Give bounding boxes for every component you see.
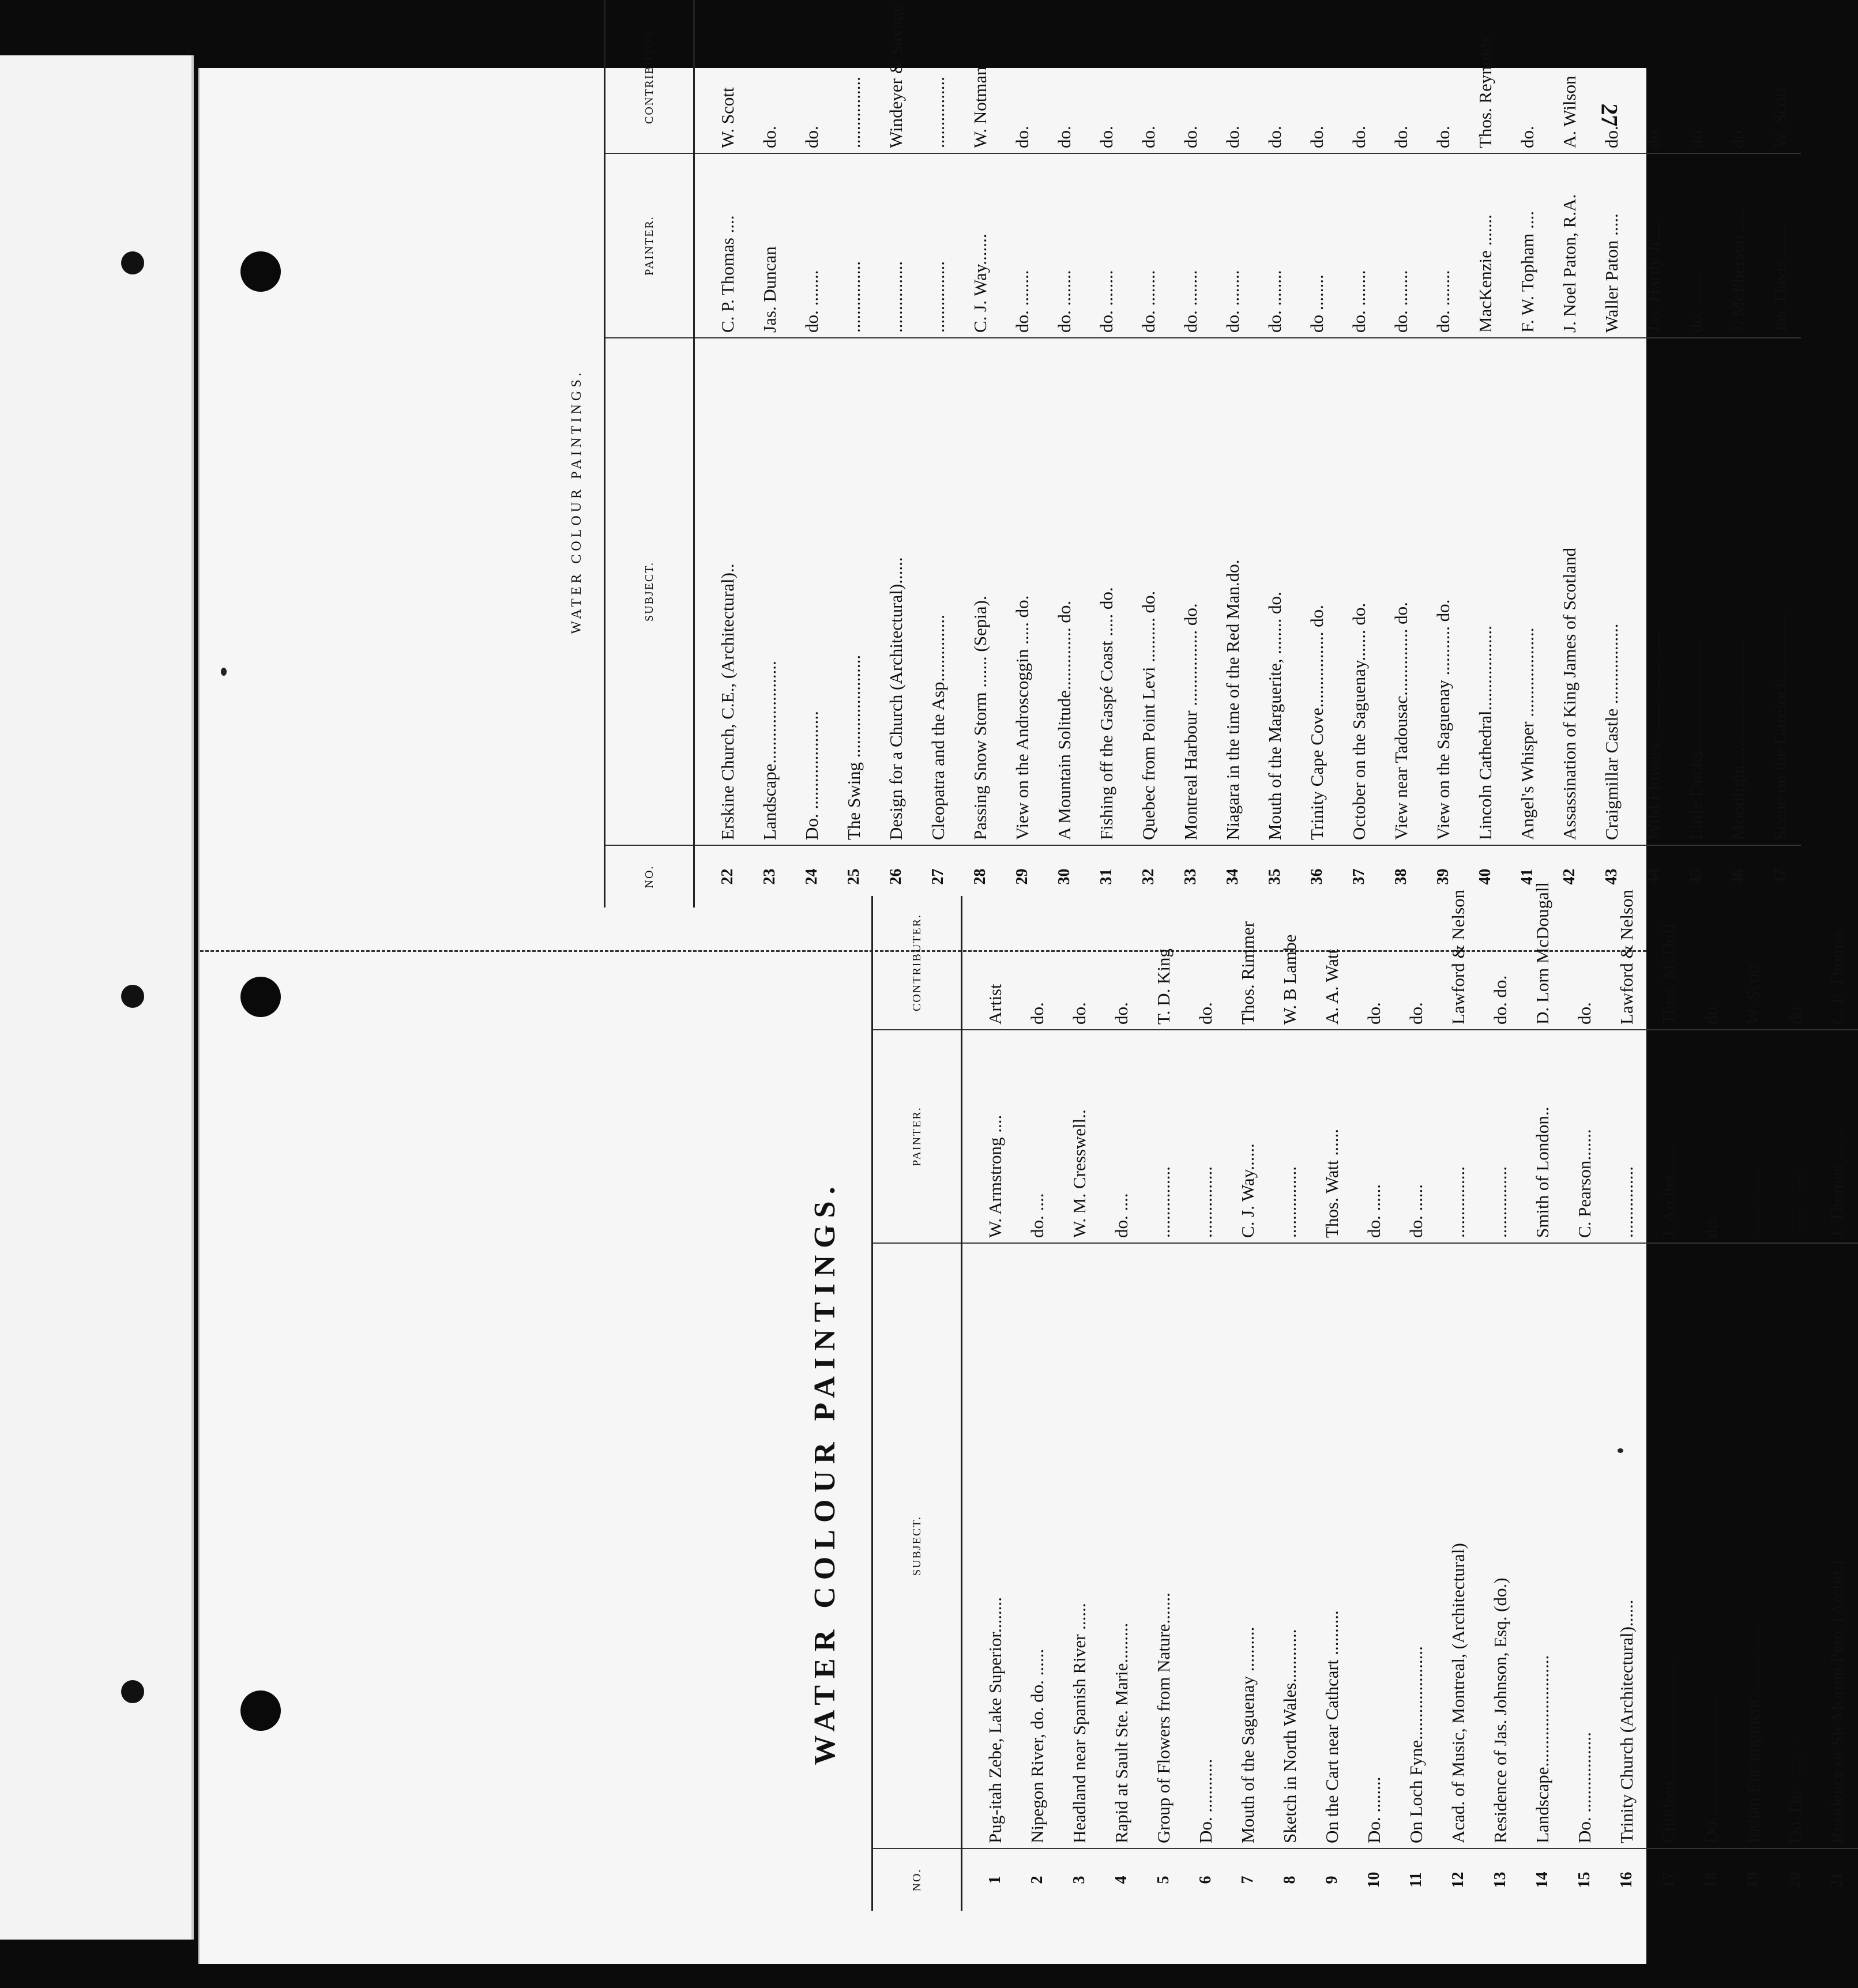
painter-cell: J. Noel Paton, R.A. xyxy=(1548,153,1590,338)
painter-cell: ................ xyxy=(1437,1030,1479,1243)
subject-cell: Residence of Jas. Johnson, Esq. (do.) xyxy=(1479,1243,1521,1848)
subject-cell: On Loch Fyne..................... xyxy=(1395,1243,1437,1848)
entry-number: 45 xyxy=(1686,868,1705,885)
entry-number: 11 xyxy=(1406,1872,1425,1888)
table-header-row xyxy=(605,0,694,908)
subject-cell: Craigmillar Castle .................. xyxy=(1590,338,1633,845)
contributor-cell: Lawford & Nelson xyxy=(1605,896,1648,1030)
table-row xyxy=(1521,896,1563,1911)
subject-cell: Little Ducks......................... xyxy=(1675,338,1717,845)
page-number: 27 xyxy=(1596,103,1623,127)
table-row xyxy=(1353,896,1395,1911)
column-header-subject: SUBJECT. xyxy=(605,338,694,845)
contributor-cell: do. xyxy=(1717,0,1759,153)
contributor-cell: Artist xyxy=(962,896,1017,1030)
column-header-contributor: CONTRIBUTER. xyxy=(872,896,962,1030)
contributor-cell: do. xyxy=(1127,0,1169,153)
table-row xyxy=(1506,0,1548,908)
entry-number: 24 xyxy=(802,868,821,885)
contributor-cell: do. xyxy=(1254,0,1296,153)
table-row xyxy=(1732,896,1774,1911)
entry-number: 38 xyxy=(1391,868,1410,885)
contributor-cell: D. Lorn McDougall xyxy=(1521,896,1563,1030)
painter-cell: ................ xyxy=(1732,1030,1774,1243)
contributor-cell: do. xyxy=(1422,0,1464,153)
contributor-cell: do. xyxy=(1100,896,1142,1030)
subject-cell: Moonlight............................ xyxy=(1717,338,1759,845)
table-row xyxy=(1479,896,1521,1911)
painter-cell: MacKenzie ....... xyxy=(1464,153,1506,338)
punch-hole xyxy=(240,977,281,1017)
entry-number: 43 xyxy=(1602,868,1620,885)
table-row xyxy=(1422,0,1464,908)
page-title: WATER COLOUR PAINTINGS. xyxy=(808,1180,841,1765)
entry-number: 27 xyxy=(928,868,947,885)
entry-number: 29 xyxy=(1013,868,1031,885)
table-row xyxy=(1269,896,1311,1911)
table-row xyxy=(1296,0,1338,908)
entry-number: 41 xyxy=(1518,868,1536,885)
table-row xyxy=(1605,896,1648,1911)
table-row xyxy=(1001,0,1043,908)
painter-cell: Jas. Hardy Jr..... xyxy=(1633,153,1675,338)
painter-cell: do. ........ xyxy=(1380,153,1422,338)
entry-number: 31 xyxy=(1097,868,1115,885)
contributor-cell: T. D. King xyxy=(1142,896,1184,1030)
entry-number: 25 xyxy=(844,868,863,885)
painter-cell: do. ........ xyxy=(1254,153,1296,338)
contributor-cell: Lawford & Nelson xyxy=(1437,896,1479,1030)
entry-number: 1 xyxy=(986,1876,1004,1884)
entry-number: 20 xyxy=(1785,1872,1804,1888)
table-row xyxy=(1043,0,1085,908)
contributor-cell: ................ xyxy=(917,0,959,153)
contributor-cell: Thos. McDuff xyxy=(1648,896,1690,1030)
subject-cell: Do. ...................... xyxy=(791,338,833,845)
painter-cell: ................ xyxy=(1605,1030,1648,1243)
contributor-cell: W. Scott xyxy=(1732,896,1774,1030)
subject-cell: October on the Saguenay....... do. xyxy=(1338,338,1380,845)
subject-cell: On the Cart near Cathcart .......... xyxy=(1311,1243,1353,1848)
entry-number: 26 xyxy=(886,868,905,885)
contributor-cell: W. Scott xyxy=(1759,0,1801,153)
subject-cell: Do. .......................... xyxy=(1690,1243,1732,1848)
table-row xyxy=(1759,0,1801,908)
contributor-cell: do. xyxy=(1690,896,1732,1030)
table-row xyxy=(1254,0,1296,908)
painter-cell: do. xyxy=(1690,1030,1732,1243)
painter-cell: do. ........ xyxy=(791,153,833,338)
subject-cell: Fishing off the Gaspé Coast ..... do. xyxy=(1085,338,1127,845)
catalogue-block-top xyxy=(569,3,1790,908)
painter-cell: ................ xyxy=(1184,1030,1227,1243)
contributor-cell: do. xyxy=(1016,896,1058,1030)
punch-hole xyxy=(121,251,144,274)
section-heading: WATER COLOUR PAINTINGS. xyxy=(569,369,584,634)
contributor-cell: do. xyxy=(1296,0,1338,153)
contributor-cell: do. xyxy=(1184,896,1227,1030)
painter-cell: Smith of London.. xyxy=(1521,1030,1563,1243)
painter-cell: do. .... xyxy=(1100,1030,1142,1243)
subject-cell: Do. Do. ........... xyxy=(1774,1243,1816,1848)
contributor-cell: Windeyer & Savage xyxy=(875,0,917,153)
subject-cell: View on the Androscoggin ..... do. xyxy=(1001,338,1043,845)
table-row xyxy=(1563,896,1605,1911)
contributor-cell: do. do. xyxy=(1479,896,1521,1030)
contributor-cell: Thos. Rimmer xyxy=(1227,896,1269,1030)
painter-cell: do. ........ xyxy=(1338,153,1380,338)
painter-cell: do. .... xyxy=(1016,1030,1058,1243)
table-row xyxy=(1127,0,1169,908)
entry-number: 9 xyxy=(1322,1876,1341,1884)
painter-cell: C. J. Way...... xyxy=(1227,1030,1269,1243)
column-header-painter: PAINTER. xyxy=(872,1030,962,1243)
painter-cell: Thos. Watt ...... xyxy=(1311,1030,1353,1243)
table-row xyxy=(1100,896,1142,1911)
contributor-cell: do. xyxy=(1675,0,1717,153)
table-row xyxy=(962,896,1017,1911)
table-row xyxy=(1437,896,1479,1911)
entry-number: 7 xyxy=(1238,1876,1257,1884)
entry-number: 21 xyxy=(1827,1872,1846,1888)
subject-cell: Design for a Church (Architectural)...... xyxy=(875,338,917,845)
painter-cell: J. Thomas ....... xyxy=(1816,1030,1858,1243)
table-row xyxy=(1464,0,1506,908)
subject-cell: Erskine Church, C.E., (Architectural).. xyxy=(694,338,749,845)
painter-cell: do. ........ xyxy=(1085,153,1127,338)
subject-cell: Nipegon River, do. do. ...... xyxy=(1016,1243,1058,1848)
entry-number: 23 xyxy=(760,868,778,885)
entry-number: 40 xyxy=(1476,868,1494,885)
painter-cell: W. Armstrong .... xyxy=(962,1030,1017,1243)
painter-cell: Jas. Duncan xyxy=(749,153,791,338)
punch-hole xyxy=(121,1680,144,1703)
subject-cell: Assassination of King James of Scotland xyxy=(1548,338,1590,845)
table-row xyxy=(1184,896,1227,1911)
entry-number: 14 xyxy=(1533,1872,1551,1888)
subject-cell: Do. ............ xyxy=(1184,1243,1227,1848)
entry-number: 34 xyxy=(1223,868,1242,885)
contributor-cell: do. xyxy=(1774,896,1816,1030)
entry-number: 33 xyxy=(1181,868,1199,885)
subject-cell: Acad. of Music, Montreal, (Architectural) xyxy=(1437,1243,1479,1848)
table-row xyxy=(1395,896,1437,1911)
entry-number: 22 xyxy=(718,868,736,885)
subject-cell: Landscape......................... xyxy=(1521,1243,1563,1848)
table-body xyxy=(962,882,1858,1911)
subject-cell: Mouth of the Saguenay .......... xyxy=(1227,1243,1269,1848)
painter-cell: C. J. Way....... xyxy=(959,153,1001,338)
subject-cell: Mouth of the Marguerite, ........ do. xyxy=(1254,338,1296,845)
contributor-cell: do. xyxy=(1353,896,1395,1030)
table-row xyxy=(1774,896,1816,1911)
subject-cell: Montreal Harbour ................. do. xyxy=(1169,338,1212,845)
contributor-cell: do. xyxy=(1590,0,1633,153)
table-header-row xyxy=(872,896,962,1911)
catalogue-page xyxy=(198,3,1847,1964)
painter-cell: do. ........ xyxy=(1001,153,1043,338)
entry-number: 46 xyxy=(1728,868,1747,885)
table-row xyxy=(694,0,749,908)
painter-cell: C. P. Thomas .... xyxy=(694,153,749,338)
punch-hole xyxy=(240,251,281,292)
entry-number: 47 xyxy=(1770,868,1789,885)
contributor-cell: do. xyxy=(1633,0,1675,153)
painter-cell: ................ xyxy=(1269,1030,1311,1243)
subject-cell: Angel's Whisper .................... xyxy=(1506,338,1548,845)
painter-cell: do. ........ xyxy=(1675,153,1717,338)
painter-cell: ................ xyxy=(875,153,917,338)
contributor-cell: do. xyxy=(1001,0,1043,153)
subject-cell: A Mountain Solitude.............. do. xyxy=(1043,338,1085,845)
contributor-cell: do. xyxy=(791,0,833,153)
painter-cell: J. Archer....... xyxy=(1648,1030,1690,1243)
table-row xyxy=(1085,0,1127,908)
table-row xyxy=(1142,896,1184,1911)
subject-cell: Landscape....................... xyxy=(749,338,791,845)
subject-cell: Do. .................. xyxy=(1563,1243,1605,1848)
previous-page-edge xyxy=(0,55,194,1940)
column-header-contributor: CONTRIBUTOR. xyxy=(605,0,694,153)
subject-cell: View on the Saguenay ........... do. xyxy=(1422,338,1464,845)
subject-cell: Cleopatra and the Asp............... xyxy=(917,338,959,845)
entry-number: 28 xyxy=(971,868,989,885)
table-row xyxy=(749,0,791,908)
entry-number: 3 xyxy=(1070,1876,1088,1884)
subject-cell: Pug-itah Zebe, Lake Superior........ xyxy=(962,1243,1017,1848)
painter-cell: do. ........ xyxy=(1043,153,1085,338)
entry-number: 42 xyxy=(1560,868,1578,885)
catalogue-table xyxy=(871,882,1858,1911)
contributor-cell: A. A. Watt xyxy=(1311,896,1353,1030)
painter-cell: J. McPherson ..... xyxy=(1717,153,1759,338)
entry-number: 13 xyxy=(1491,1872,1509,1888)
painter-cell: F. W. Topham .... xyxy=(1506,153,1548,338)
entry-number: 5 xyxy=(1154,1876,1172,1884)
entry-number: 6 xyxy=(1196,1876,1214,1884)
subject-cell: Scene on the Gareloch............... xyxy=(1759,338,1801,845)
table-row xyxy=(1058,896,1100,1911)
painter-cell: C. Pearson....... xyxy=(1563,1030,1605,1243)
contributor-cell: ................ xyxy=(833,0,875,153)
subject-cell: Trinity Church (Architectural)...... xyxy=(1605,1243,1648,1848)
entry-number: 15 xyxy=(1575,1872,1593,1888)
entry-number: 18 xyxy=(1701,1872,1720,1888)
entry-number: 30 xyxy=(1055,868,1073,885)
painter-cell: do. ...... xyxy=(1395,1030,1437,1243)
painter-cell: ................ xyxy=(833,153,875,338)
contributor-cell: C. P. Thomas xyxy=(1816,896,1858,1030)
table-row xyxy=(791,0,833,908)
painter-cell: do. ........ xyxy=(1422,153,1464,338)
table-row xyxy=(1380,0,1422,908)
entry-number: 19 xyxy=(1743,1872,1762,1888)
table-row xyxy=(1212,0,1254,908)
painter-cell: do. ........ xyxy=(1127,153,1169,338)
entry-number: 39 xyxy=(1434,868,1452,885)
painter-cell: do. ........ xyxy=(1169,153,1212,338)
painter-cell: Waller Paton ..... xyxy=(1590,153,1633,338)
table-row xyxy=(1633,0,1675,908)
table-row xyxy=(959,0,1001,908)
contributor-cell: do. xyxy=(1395,896,1437,1030)
entry-number: 2 xyxy=(1028,1876,1046,1884)
entry-number: 10 xyxy=(1364,1872,1383,1888)
punch-hole xyxy=(240,1690,281,1731)
subject-cell: Indian Encampment................. xyxy=(1732,1243,1774,1848)
subject-cell: Children........................... xyxy=(1648,1243,1690,1848)
subject-cell: Trinity Cape Cove................. do. xyxy=(1296,338,1338,845)
painter-cell: do. ........ xyxy=(1212,153,1254,338)
contributor-cell: do. xyxy=(1338,0,1380,153)
table-row xyxy=(1690,896,1732,1911)
table-row xyxy=(1016,896,1058,1911)
catalogue-block-bottom xyxy=(808,882,1847,1911)
painter-cell: ................ xyxy=(917,153,959,338)
contributor-cell: Thos. Reynolds xyxy=(1464,0,1506,153)
contributor-cell: do. xyxy=(1380,0,1422,153)
entry-number: 12 xyxy=(1449,1872,1467,1888)
entry-number: 8 xyxy=(1280,1876,1299,1884)
entry-number: 32 xyxy=(1139,868,1157,885)
table-row xyxy=(1816,896,1858,1911)
subject-cell: Passing Snow Storm ....... (Sepia). xyxy=(959,338,1001,845)
column-header-subject: SUBJECT. xyxy=(872,1243,962,1848)
table-row xyxy=(1338,0,1380,908)
column-header-painter: PAINTER. xyxy=(605,153,694,338)
painter-cell: ................ xyxy=(1479,1030,1521,1243)
subject-cell: Sketch in North Wales............ xyxy=(1269,1243,1311,1848)
painter-cell: Jas. Davis ....... xyxy=(1759,153,1801,338)
subject-cell: Headland near Spanish River ...... xyxy=(1058,1243,1100,1848)
contributor-cell: do. xyxy=(1563,896,1605,1030)
table-row xyxy=(917,0,959,908)
contributor-cell: do. xyxy=(1212,0,1254,153)
subject-cell: View near Tadousac............... do. xyxy=(1380,338,1422,845)
contributor-cell: W. Notman xyxy=(959,0,1001,153)
contributor-cell: do. xyxy=(1169,0,1212,153)
subject-cell: Group of Flowers from Nature....... xyxy=(1142,1243,1184,1848)
painter-cell: W. M. Cresswell.. xyxy=(1058,1030,1100,1243)
punch-hole xyxy=(121,985,144,1008)
subject-cell: Lincoln Cathedral................... xyxy=(1464,338,1506,845)
contributor-cell: W. B Lambe xyxy=(1269,896,1311,1030)
table-row xyxy=(1227,896,1269,1911)
contributor-cell: do. xyxy=(749,0,791,153)
table-body xyxy=(694,0,1801,908)
table-row xyxy=(1717,0,1759,908)
subject-cell: Wild Flowers......................... xyxy=(1633,338,1675,845)
table-row xyxy=(1169,0,1212,908)
contributor-cell: do. xyxy=(1058,896,1100,1030)
column-header-no: NO. xyxy=(872,1848,962,1911)
entry-number: 16 xyxy=(1617,1872,1635,1888)
table-row xyxy=(833,0,875,908)
ink-fleck xyxy=(221,668,227,676)
entry-number: 35 xyxy=(1265,868,1284,885)
painter-cell: ................ xyxy=(1142,1030,1184,1243)
contributor-cell: do. xyxy=(1043,0,1085,153)
entry-number: 44 xyxy=(1644,868,1663,885)
contributor-cell: A. Wilson xyxy=(1548,0,1590,153)
entry-number: 4 xyxy=(1112,1876,1130,1884)
subject-cell: Niagara in the time of the Red Man.do. xyxy=(1212,338,1254,845)
contributor-cell: do. xyxy=(1085,0,1127,153)
table-row xyxy=(1675,0,1717,908)
column-header-no: NO. xyxy=(605,845,694,908)
entry-number: 36 xyxy=(1307,868,1326,885)
subject-cell: Quebec from Point Levi .......... do. xyxy=(1127,338,1169,845)
table-row xyxy=(875,0,917,908)
table-row xyxy=(1648,896,1690,1911)
contributor-cell: do. xyxy=(1506,0,1548,153)
subject-cell: Rapid at Sault Ste. Marie......... xyxy=(1100,1243,1142,1848)
contributor-cell: W. Scott xyxy=(694,0,749,153)
subject-cell: Do. ........ xyxy=(1353,1243,1395,1848)
table-row xyxy=(1590,0,1633,908)
painter-cell: do. ...... xyxy=(1353,1030,1395,1243)
entry-number: 17 xyxy=(1659,1872,1678,1888)
subject-cell: Residence of Sir Morton Peto, (Archit.) xyxy=(1816,1243,1858,1848)
table-row xyxy=(1311,896,1353,1911)
painter-cell: do ........ xyxy=(1296,153,1338,338)
table-row xyxy=(1548,0,1590,908)
subject-cell: The Swing ....................... xyxy=(833,338,875,845)
entry-number: 37 xyxy=(1349,868,1368,885)
catalogue-table xyxy=(604,0,1801,908)
painter-cell: ................ xyxy=(1774,1030,1816,1243)
